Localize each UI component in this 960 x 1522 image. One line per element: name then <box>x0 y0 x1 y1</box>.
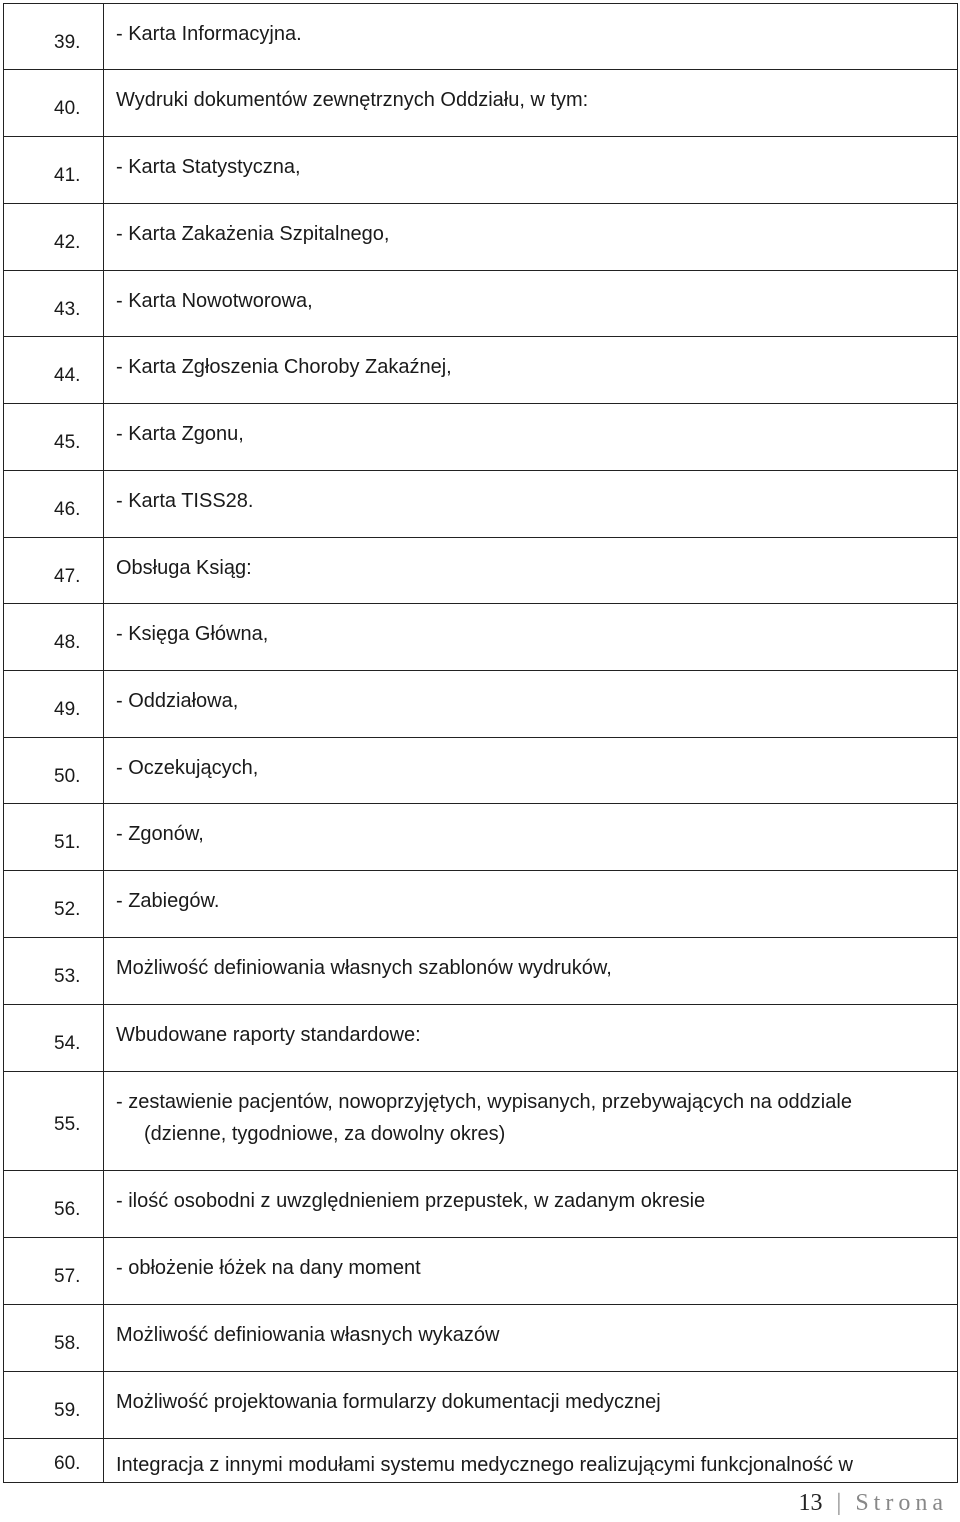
row-number-cell <box>4 938 104 1005</box>
row-text: - ilość osobodni z uwzględnieniem przepustek, w zadanym okresie <box>116 1190 706 1212</box>
row-number: 44. <box>54 365 81 386</box>
row-text: - Oddziałowa, <box>116 690 239 712</box>
row-number-cell <box>4 471 104 538</box>
table-row <box>4 1439 958 1483</box>
row-number: 55. <box>54 1114 81 1135</box>
row-number-cell <box>4 271 104 337</box>
requirements-table-body <box>4 4 958 1483</box>
table-row <box>4 70 958 137</box>
row-text-cell <box>104 1305 958 1372</box>
row-text-cell <box>104 1005 958 1072</box>
row-number-cell <box>4 1439 104 1483</box>
row-number: 56. <box>54 1199 81 1220</box>
table-row <box>4 604 958 671</box>
row-number: 41. <box>54 165 81 186</box>
row-number: 46. <box>54 499 81 520</box>
row-text: - Zabiegów. <box>116 890 220 912</box>
row-text: - Karta Zakażenia Szpitalnego, <box>116 223 390 245</box>
table-row <box>4 1005 958 1072</box>
table-row <box>4 1171 958 1238</box>
row-text: - Oczekujących, <box>116 757 259 779</box>
row-text-cell <box>104 938 958 1005</box>
row-text-cell <box>104 1372 958 1439</box>
row-number-cell <box>4 804 104 871</box>
table-row <box>4 871 958 938</box>
table-row <box>4 1372 958 1439</box>
row-number-cell <box>4 1238 104 1305</box>
page-number: 13 <box>798 1490 823 1516</box>
row-number-cell <box>4 70 104 137</box>
row-text-cell <box>104 738 958 804</box>
row-text-cell <box>104 871 958 938</box>
row-text: Integracja z innymi modułami systemu medycznego realizującymi funkcjonalność w <box>116 1454 853 1476</box>
row-text: - Karta Zgłoszenia Choroby Zakaźnej, <box>116 356 452 378</box>
row-number-cell <box>4 1072 104 1171</box>
row-text: Wydruki dokumentów zewnętrznych Oddziału, w tym: <box>116 89 589 111</box>
row-number: 43. <box>54 299 81 320</box>
row-number: 45. <box>54 432 81 453</box>
row-text: Możliwość projektowania formularzy dokumentacji medycznej <box>116 1391 661 1413</box>
footer-separator: | <box>836 1490 842 1516</box>
row-text: - Karta Nowotworowa, <box>116 290 313 312</box>
requirements-table <box>3 3 958 1483</box>
row-text-cell <box>104 1238 958 1305</box>
row-number-cell <box>4 538 104 604</box>
table-row <box>4 671 958 738</box>
table-row <box>4 471 958 538</box>
table-row <box>4 271 958 337</box>
row-number: 40. <box>54 98 81 119</box>
row-text-cell <box>104 404 958 471</box>
row-number-cell <box>4 1005 104 1072</box>
table-row <box>4 404 958 471</box>
row-number: 58. <box>54 1333 81 1354</box>
row-text-cell <box>104 204 958 271</box>
row-number: 39. <box>54 32 81 53</box>
row-number-cell <box>4 137 104 204</box>
row-number-cell <box>4 204 104 271</box>
row-number: 50. <box>54 766 81 787</box>
row-text-continuation: (dzienne, tygodniowe, za dowolny okres) <box>144 1123 506 1145</box>
row-text: - Zgonów, <box>116 823 204 845</box>
row-text-cell <box>104 804 958 871</box>
row-text: Wbudowane raporty standardowe: <box>116 1024 421 1046</box>
row-text: Możliwość definiowania własnych wykazów <box>116 1324 500 1346</box>
row-text: - obłożenie łóżek na dany moment <box>116 1257 421 1279</box>
row-number-cell <box>4 871 104 938</box>
row-number-cell <box>4 1372 104 1439</box>
row-number: 60. <box>54 1453 81 1474</box>
row-text-cell <box>104 604 958 671</box>
table-row <box>4 337 958 404</box>
row-number: 54. <box>54 1033 81 1054</box>
row-text-cell <box>104 671 958 738</box>
table-row <box>4 804 958 871</box>
row-text-cell <box>104 538 958 604</box>
row-text: - Karta Informacyjna. <box>116 23 302 45</box>
table-row <box>4 538 958 604</box>
row-text-cell <box>104 137 958 204</box>
row-number-cell <box>4 4 104 70</box>
page-label: Strona <box>855 1490 948 1516</box>
row-number: 42. <box>54 232 81 253</box>
table-row <box>4 137 958 204</box>
row-number-cell <box>4 738 104 804</box>
table-row <box>4 738 958 804</box>
table-row <box>4 938 958 1005</box>
row-text-cell <box>104 1171 958 1238</box>
row-number-cell <box>4 604 104 671</box>
row-number: 57. <box>54 1266 81 1287</box>
row-text: - Karta TISS28. <box>116 490 254 512</box>
row-number: 51. <box>54 832 81 853</box>
row-text: - Księga Główna, <box>116 623 269 645</box>
row-text-cell <box>104 1439 958 1483</box>
row-number-cell <box>4 337 104 404</box>
table-row <box>4 4 958 70</box>
page-footer <box>799 1490 948 1517</box>
row-text-cell <box>104 337 958 404</box>
row-text-cell <box>104 1072 958 1171</box>
row-text: - Karta Statystyczna, <box>116 156 301 178</box>
row-number: 52. <box>54 899 81 920</box>
table-row <box>4 1072 958 1171</box>
table-row <box>4 1305 958 1372</box>
row-text-cell <box>104 471 958 538</box>
row-number: 53. <box>54 966 81 987</box>
row-number: 59. <box>54 1400 81 1421</box>
row-number-cell <box>4 404 104 471</box>
row-text: - zestawienie pacjentów, nowoprzyjętych, wypisanych, przebywających na oddziale <box>116 1091 852 1113</box>
row-number-cell <box>4 1305 104 1372</box>
row-number-cell <box>4 671 104 738</box>
table-row <box>4 1238 958 1305</box>
row-number: 48. <box>54 632 81 653</box>
row-text-cell <box>104 70 958 137</box>
row-number: 47. <box>54 566 81 587</box>
row-text-cell <box>104 4 958 70</box>
row-text: - Karta Zgonu, <box>116 423 244 445</box>
row-number-cell <box>4 1171 104 1238</box>
row-number: 49. <box>54 699 81 720</box>
table-row <box>4 204 958 271</box>
row-text: Obsługa Ksiąg: <box>116 557 252 579</box>
row-text-cell <box>104 271 958 337</box>
row-text: Możliwość definiowania własnych szablonów wydruków, <box>116 957 612 979</box>
